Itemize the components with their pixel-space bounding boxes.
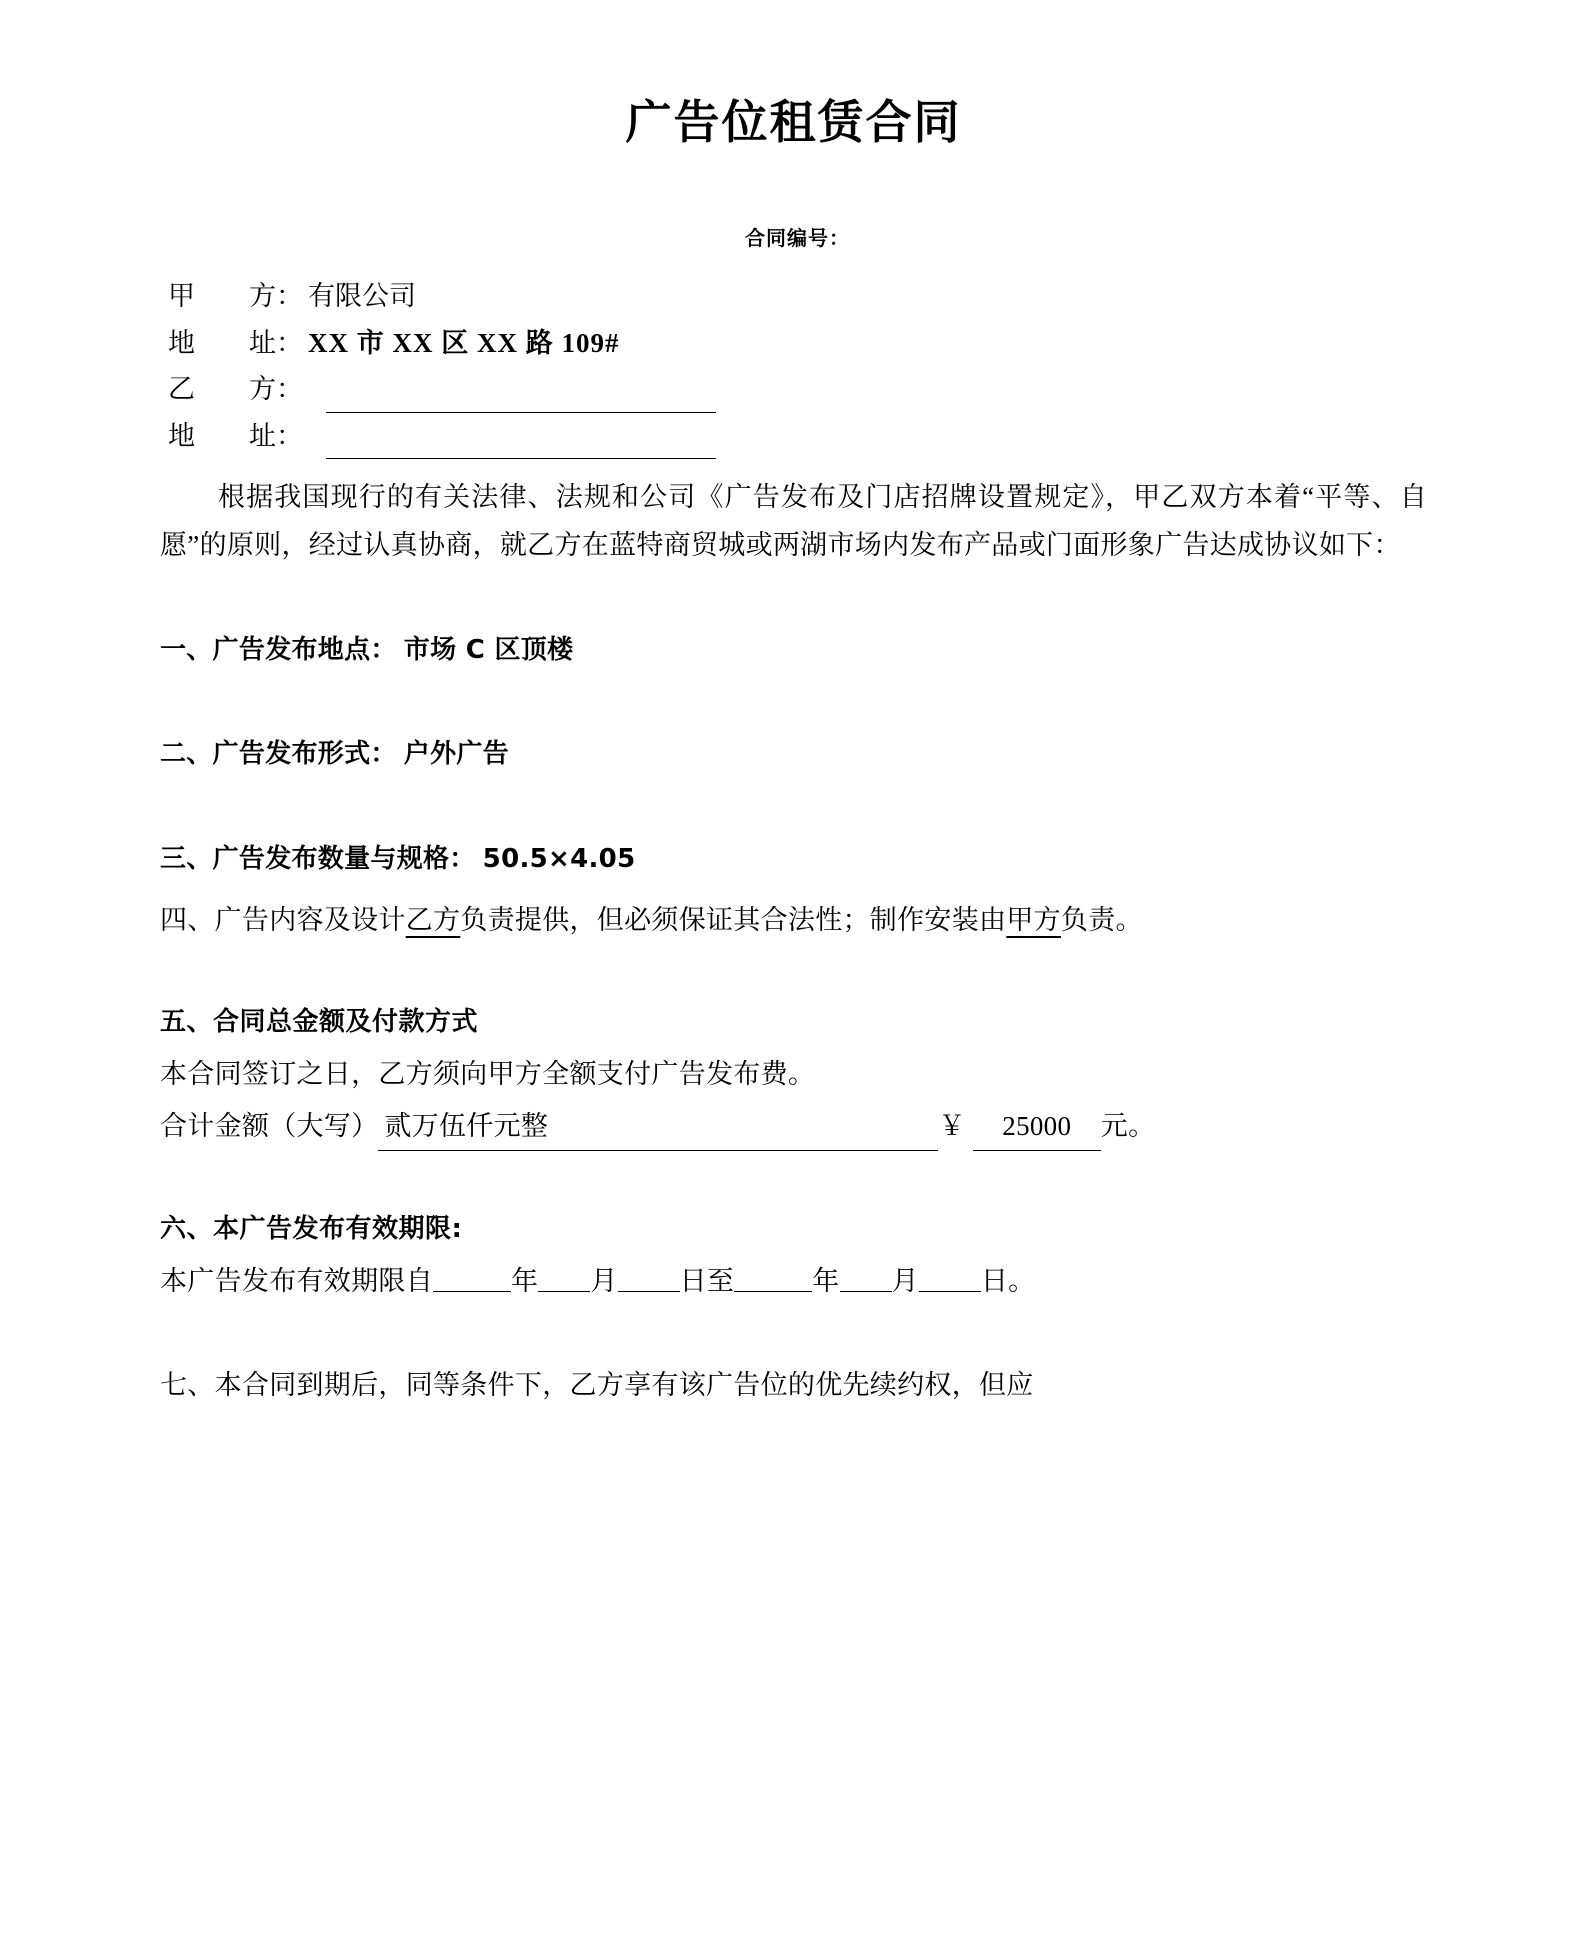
- end-year-unit: 年: [812, 1266, 840, 1297]
- party-label: 地 址：: [168, 327, 303, 358]
- amount-words-label: 合计金额（大写）: [160, 1111, 379, 1142]
- amount-number-value[interactable]: 25000: [973, 1102, 1101, 1151]
- clause-five-amount-row: [160, 1102, 1427, 1151]
- clause-two-head: 二、广告发布形式：: [160, 739, 397, 770]
- party-row-yifang-address: [160, 413, 1427, 459]
- preamble-paragraph: 根据我国现行的有关法律、法规和公司《广告发布及门店招牌设置规定》，甲乙双方本着“平等、自愿”的原则，经过认真协商，就乙方在蓝特商贸城或两湖市场内发布产品或门面形象广告达成协议如下：: [160, 481, 1427, 560]
- clause-one: [160, 625, 1427, 673]
- clause-seven: 七、本合同到期后，同等条件下，乙方享有该广告位的优先续约权，但应: [160, 1370, 1034, 1401]
- clause-six-head: 六、本广告发布有效期限:: [160, 1214, 463, 1245]
- clause-four-text-b: 负责提供，但必须保证其合法性；制作安装由: [460, 904, 1007, 935]
- currency-symbol: ￥: [938, 1111, 966, 1142]
- yifang-name-blank[interactable]: [326, 390, 716, 413]
- clause-six-date-line: [160, 1257, 1427, 1305]
- clause-three-value: 50.5×4.05: [482, 843, 636, 874]
- party-value: 有限公司: [308, 281, 416, 312]
- clause-two: [160, 729, 1427, 777]
- start-day-blank[interactable]: [618, 1271, 680, 1292]
- party-info-block: [160, 273, 1427, 459]
- amount-words-value[interactable]: 贰万伍仟元整: [378, 1102, 938, 1151]
- clause-five-line-one: 本合同签订之日，乙方须向甲方全额支付广告发布费。: [160, 1059, 816, 1090]
- amount-unit: 元。: [1100, 1111, 1156, 1142]
- end-day-unit: 日。: [980, 1266, 1036, 1297]
- end-year-blank[interactable]: [734, 1271, 812, 1292]
- clause-three: [160, 834, 1427, 882]
- start-year-unit: 年: [511, 1266, 539, 1297]
- clause-four-blank-two[interactable]: 甲方: [1006, 904, 1061, 935]
- end-month-blank[interactable]: [840, 1271, 892, 1292]
- party-label: 甲 方：: [168, 281, 303, 312]
- end-month-unit: 月: [891, 1266, 919, 1297]
- party-row-yifang: [160, 366, 1427, 412]
- page-title: 广告位租赁合同: [625, 95, 962, 149]
- clause-four-blank-one[interactable]: 乙方: [405, 904, 461, 935]
- start-month-unit: 月: [590, 1266, 618, 1297]
- clause-six-prefix: 本广告发布有效期限自: [160, 1266, 433, 1297]
- clause-two-value: 户外广告: [403, 739, 509, 770]
- party-value: XX 市 XX 区 XX 路 109#: [308, 327, 620, 358]
- party-row-jiafang-address: [160, 320, 1427, 366]
- clause-one-value: 市场 C 区顶楼: [403, 635, 574, 666]
- clause-four: [160, 896, 1427, 944]
- start-month-blank[interactable]: [538, 1271, 590, 1292]
- party-label: 地 址：: [168, 420, 303, 451]
- start-day-unit: 日至: [679, 1266, 735, 1297]
- party-row-jiafang: [160, 273, 1427, 319]
- clause-three-head: 三、广告发布数量与规格：: [160, 843, 476, 874]
- clause-four-text-a: 四、广告内容及设计: [160, 904, 406, 935]
- end-day-blank[interactable]: [919, 1271, 981, 1292]
- clause-five-head: 五、合同总金额及付款方式: [160, 1006, 479, 1037]
- party-label: 乙 方：: [168, 374, 303, 405]
- clause-one-head: 一、广告发布地点：: [160, 635, 397, 666]
- clause-four-text-c: 负责。: [1060, 904, 1143, 935]
- yifang-address-blank[interactable]: [326, 436, 716, 459]
- contract-number-label: 合同编号：: [745, 226, 850, 251]
- start-year-blank[interactable]: [433, 1271, 511, 1292]
